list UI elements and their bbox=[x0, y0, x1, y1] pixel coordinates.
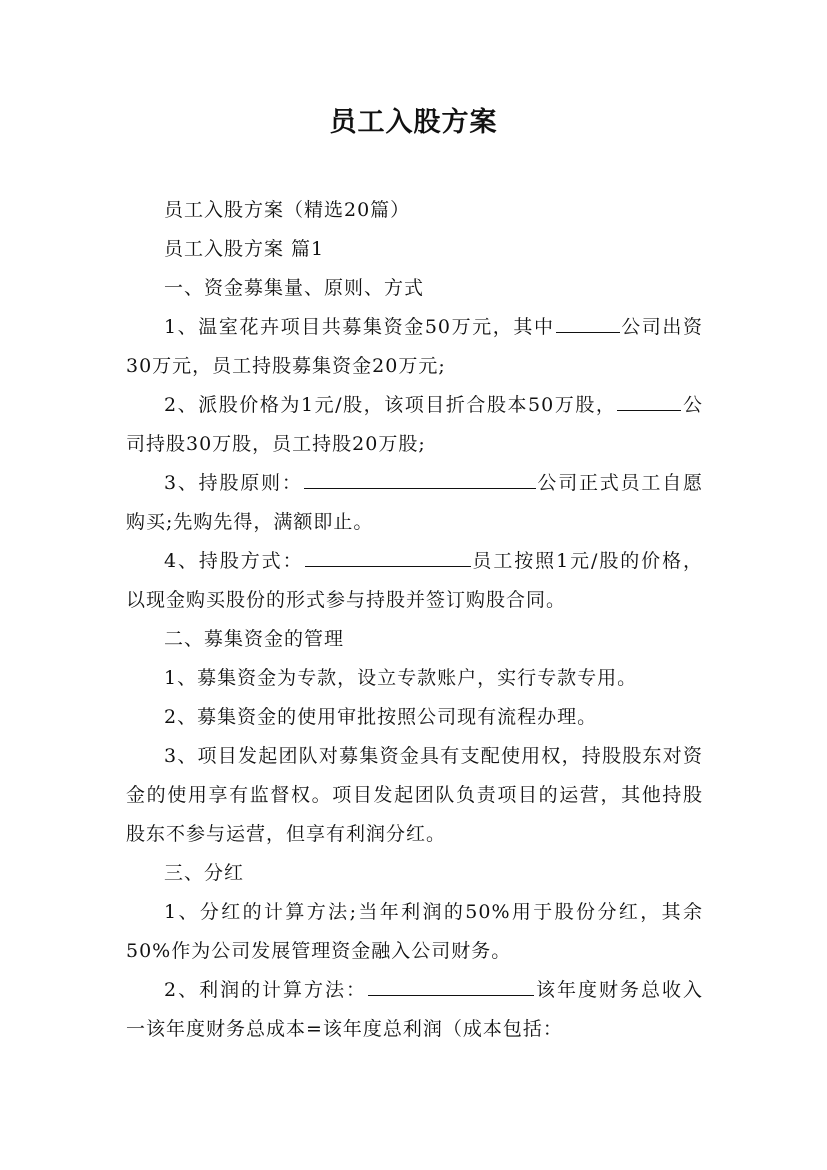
paragraph-heading-three: 三、分红 bbox=[164, 862, 245, 884]
paragraph-text: 员工按照1元/股的价格，以现金购买股份的形式参与持股并签订购股合同。 bbox=[126, 550, 703, 611]
paragraph-item-3-1: 1、分红的计算方法;当年利润的50%用于股份分红，其余50%作为公司发展管理资金融入公司财务。 bbox=[126, 901, 703, 962]
paragraph-item-2-2: 2、募集资金的使用审批按照公司现有流程办理。 bbox=[164, 706, 598, 728]
paragraph-text: 3、持股原则： bbox=[164, 472, 303, 494]
paragraph-text: 4、持股方式： bbox=[164, 550, 304, 572]
document-body bbox=[126, 191, 703, 1049]
paragraph-text: 公司持股30万股，员工持股20万股; bbox=[126, 394, 703, 455]
fill-in-blank bbox=[304, 466, 536, 489]
fill-in-blank bbox=[305, 544, 471, 567]
paragraph-item-1-1 bbox=[126, 308, 703, 386]
paragraph-item-1-2 bbox=[126, 386, 703, 464]
paragraph-heading-one: 一、资金募集量、原则、方式 bbox=[164, 277, 425, 299]
fill-in-blank bbox=[368, 973, 534, 996]
paragraph-text: 该年度财务总收入一该年度财务总成本=该年度总利润（成本包括： bbox=[126, 979, 703, 1040]
paragraph-section-heading: 员工入股方案 篇1 bbox=[164, 238, 325, 260]
paragraph-text: 公司正式员工自愿购买;先购先得，满额即止。 bbox=[126, 472, 703, 533]
paragraph-item-1-4 bbox=[126, 542, 703, 620]
paragraph-subtitle: 员工入股方案（精选20篇） bbox=[164, 199, 411, 221]
paragraph-item-3-2 bbox=[126, 971, 703, 1049]
paragraph-text: 1、温室花卉项目共募集资金50万元，其中 bbox=[164, 316, 555, 338]
paragraph-text: 2、派股价格为1元/股，该项目折合股本50万股， bbox=[164, 394, 617, 416]
paragraph-item-1-3 bbox=[126, 464, 703, 542]
fill-in-blank bbox=[617, 388, 681, 411]
fill-in-blank bbox=[556, 310, 620, 333]
paragraph-item-2-1: 1、募集资金为专款，设立专款账户，实行专款专用。 bbox=[164, 667, 638, 689]
document-title: 员工入股方案 bbox=[329, 107, 498, 138]
paragraph-item-2-3: 3、项目发起团队对募集资金具有支配使用权，持股股东对资金的使用享有监督权。项目发起团队负责项目的运营，其他持股股东不参与运营，但享有利润分红。 bbox=[126, 745, 703, 845]
paragraph-heading-two: 二、募集资金的管理 bbox=[164, 628, 345, 650]
paragraph-text: 公司出资30万元，员工持股募集资金20万元; bbox=[126, 316, 703, 377]
paragraph-text: 2、利润的计算方法： bbox=[164, 979, 368, 1001]
